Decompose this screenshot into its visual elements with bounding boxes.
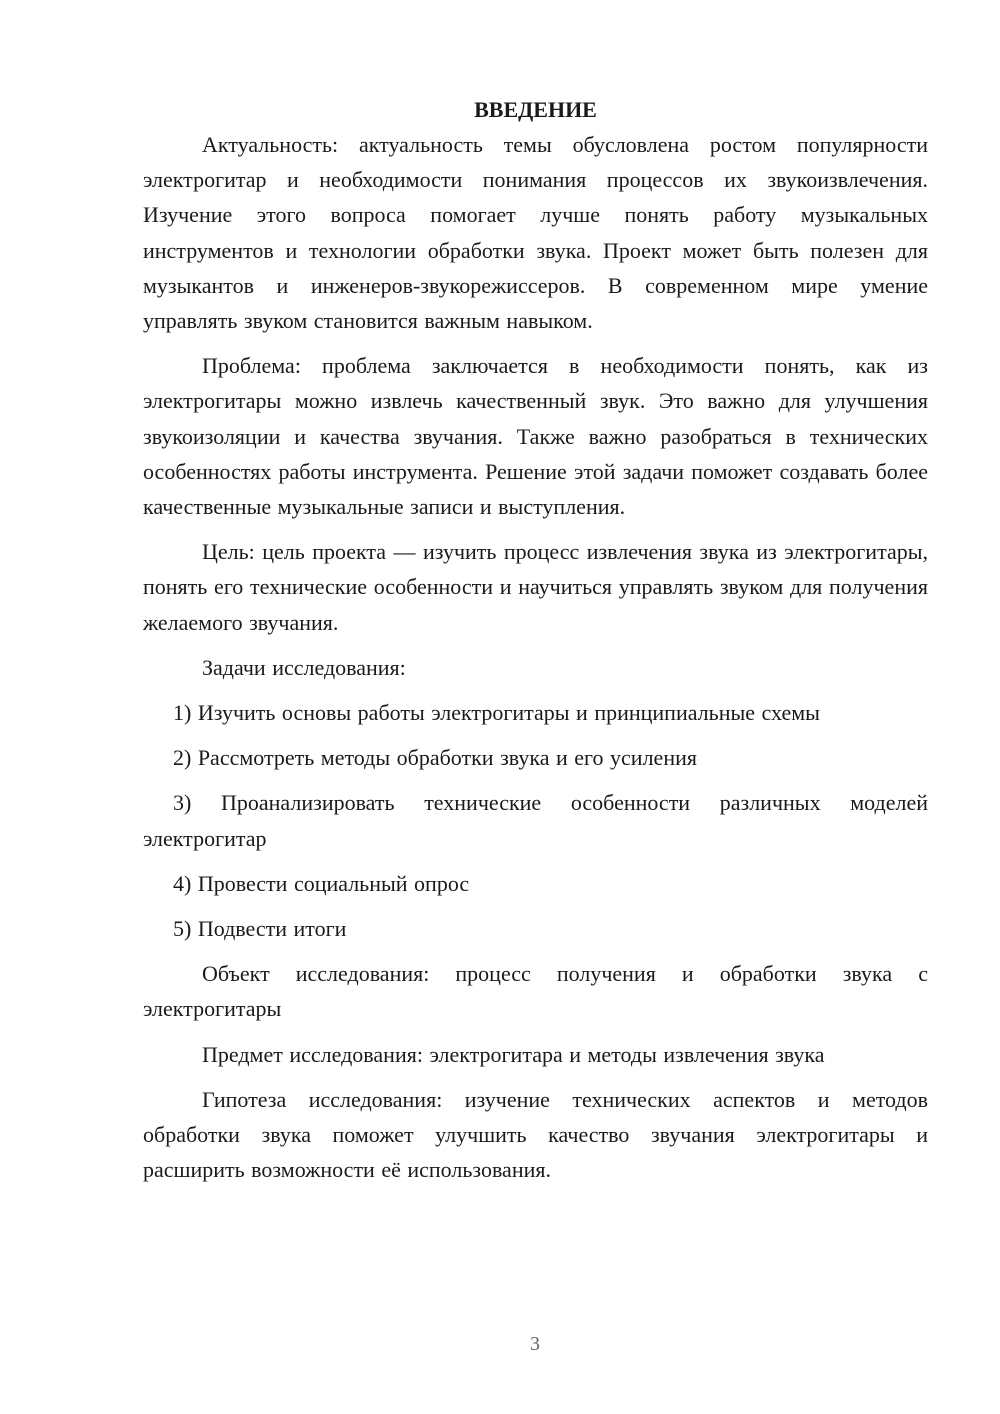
- list-item: 2) Рассмотреть методы обработки звука и его усиления: [173, 745, 697, 771]
- list-item: 5) Подвести итоги: [173, 916, 347, 942]
- problem-paragraph: Проблема: проблема заключается в необходимости понять, как из электрогитары можно извлечь качественный звук. Это важно для улучшения звукоизоляции и качества звучания. Также важно разобраться в технических особенностях работы инструмента. Решение этой задачи поможет создавать более качественные музыкальные записи и выступления.: [143, 353, 928, 520]
- document-page: [143, 92, 928, 1187]
- tasks-heading: Задачи исследования:: [202, 654, 406, 680]
- subject-paragraph: Предмет исследования: электрогитара и методы извлечения звука: [202, 1041, 825, 1067]
- list-item: 3) Проанализировать технические особенности различных моделей электрогитар: [143, 790, 928, 851]
- list-item: 4) Провести социальный опрос: [173, 870, 470, 896]
- goal-paragraph: Цель: цель проекта — изучить процесс извлечения звука из электрогитары, понять его технические особенности и научиться управлять звуком для получения желаемого звучания.: [143, 539, 928, 635]
- page-number: 3: [530, 1333, 540, 1355]
- list-item: 1) Изучить основы работы электрогитары и принципиальные схемы: [173, 700, 820, 726]
- section-title: ВВЕДЕНИЕ: [474, 97, 597, 122]
- hypothesis-paragraph: Гипотеза исследования: изучение технических аспектов и методов обработки звука поможет улучшить качество звучания электрогитары и расширить возможности её использования.: [143, 1086, 928, 1183]
- object-paragraph: Объект исследования: процесс получения и обработки звука с электрогитары: [143, 961, 928, 1022]
- relevance-paragraph: Актуальность: актуальность темы обусловлена ростом популярности электрогитар и необходимости понимания процессов их звукоизвлечения. Изучение этого вопроса помогает лучше понять работу музыкальных инструментов и технологии обработки звука. Проект может быть полезен для музыкантов и инженеров-звукорежиссеров. В современном мире умение управлять звуком становится важным навыком.: [143, 132, 928, 334]
- tasks-list: [143, 695, 928, 946]
